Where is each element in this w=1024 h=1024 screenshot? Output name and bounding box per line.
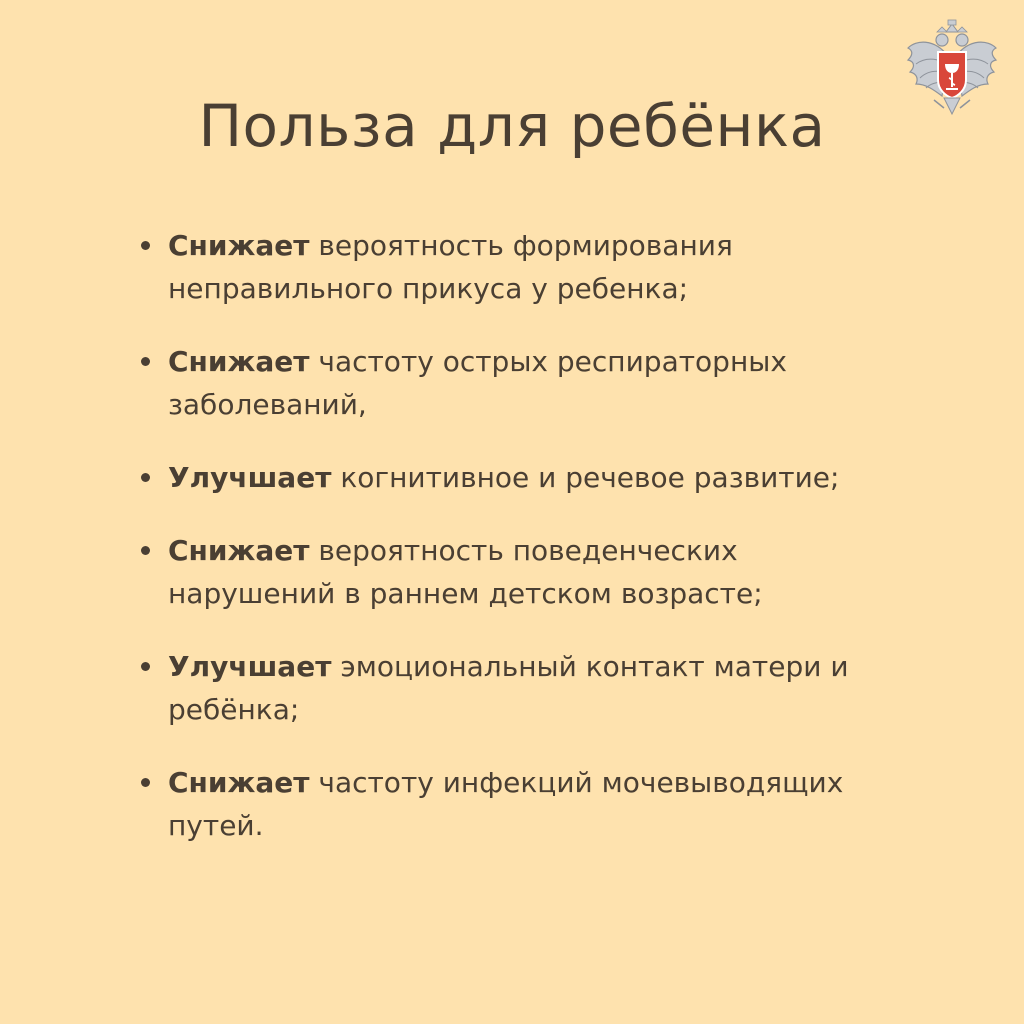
benefit-text: частоту инфекций мочевыводящих путей. (168, 766, 844, 842)
bullet-icon (141, 778, 150, 787)
bullet-icon (141, 473, 150, 482)
bullet-icon (141, 662, 150, 671)
benefit-verb: Снижает (168, 229, 310, 262)
bullet-icon (141, 546, 150, 555)
benefit-text: вероятность поведенческих нарушений в раннем детском возрасте; (168, 534, 763, 610)
list-item (140, 529, 900, 615)
benefit-verb: Снижает (168, 345, 310, 378)
benefit-text: когнитивное и речевое развитие; (331, 461, 840, 494)
list-item (140, 761, 900, 847)
list-item (140, 456, 900, 499)
page-title: Польза для ребёнка (198, 92, 826, 160)
list-item (140, 224, 900, 310)
benefit-text: вероятность формирования неправильного прикуса у ребенка; (168, 229, 733, 305)
benefit-verb: Снижает (168, 766, 310, 799)
list-item (140, 340, 900, 426)
bullet-icon (141, 241, 150, 250)
list-item (140, 645, 900, 731)
benefit-verb: Снижает (168, 534, 310, 567)
benefit-verb: Улучшает (168, 650, 332, 683)
benefit-text: эмоциональный контакт матери и ребёнка; (168, 650, 849, 726)
benefits-list (140, 224, 900, 877)
benefit-text: частоту острых респираторных заболеваний, (168, 345, 787, 421)
benefit-verb: Улучшает (168, 461, 332, 494)
bullet-icon (141, 357, 150, 366)
